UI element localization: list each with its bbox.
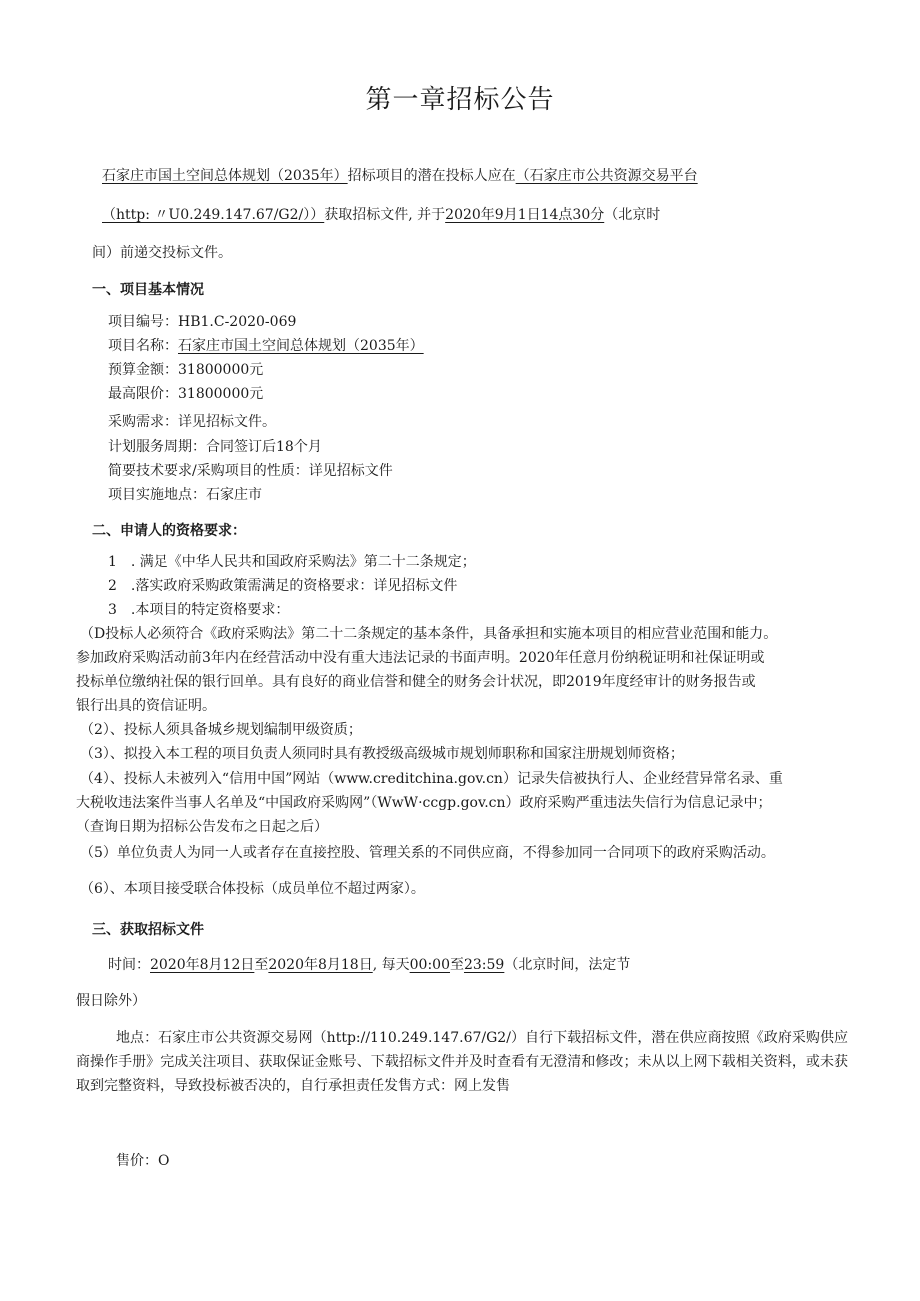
budget-amount: 预算金额：31800000元 <box>108 362 264 378</box>
intro-platform-url: （http: 〃U0.249.147.67/G2/）） <box>102 207 325 223</box>
requirement-3: （3）、拟投入本工程的项目负责人须同时具有教授级高级城市规划师职称和国家注册规划师资格； <box>80 746 684 762</box>
requirement-1-line-1: （D投标人必须符合《政府采购法》第二十二条规定的基本条件，具备承担和实施本项目的相应营业范围和能力。 <box>80 626 778 642</box>
requirement-6: （6）、本项目接受联合体投标（成员单位不超过两家）。 <box>80 881 425 897</box>
service-period: 计划服务周期：合同签订后18个月 <box>108 439 322 455</box>
qualification-item-1: 1 . 满足《中华人民共和国政府采购法》第二十二条规定； <box>108 554 476 570</box>
intro-line-1: 石家庄市国土空间总体规划（2035年）招标项目的潜在投标人应在（石家庄市公共资源交易平台 <box>102 168 698 184</box>
intro-project-name: 石家庄市国土空间总体规划（2035年） <box>102 168 348 184</box>
acquire-location: 地点：石家庄市公共资源交易网（http://110.249.147.67/G2/）自行下载招标文件，潜在供应商按照《政府采购供应商操作手册》完成关注项目、获取保证金账号、下载招标文件并及时查看有无澄清和修改；未从以上网下载相关资料，或未获取到完整资料，导致投标被否决的，自行承担责任发售方式：网上发售 <box>76 1030 848 1094</box>
requirement-5: （5）单位负责人为同一人或者存在直接控股、管理关系的不同供应商，不得参加同一合同项下的政府采购活动。 <box>80 845 775 861</box>
procurement-demand: 采购需求：详见招标文件。 <box>108 414 276 430</box>
requirement-1-line-2: 参加政府采购活动前3年内在经营活动中没有重大违法记录的书面声明。2020年任意月份纳税证明和社保证明或 <box>76 650 765 666</box>
requirement-2: （2）、投标人须具备城乡规划编制甲级资质； <box>80 722 362 738</box>
requirement-4-line-3: （查询日期为招标公告发布之日起之后） <box>76 819 328 835</box>
page-title: 第一章招标公告 <box>365 85 555 115</box>
intro-platform: （石家庄市公共资源交易平台 <box>515 168 698 184</box>
section2-heading: 二、申请人的资格要求： <box>92 523 246 539</box>
project-name: 项目名称：石家庄市国土空间总体规划（2035年） <box>108 338 424 354</box>
requirement-4-line-2: 大税收违法案件当事人名单及“中国政府采购网”（WwW·ccgp.gov.cn）政府采购严重违法失信行为信息记录中； <box>76 795 772 811</box>
project-number: 项目编号：HB1.C-2020-069 <box>108 314 297 330</box>
intro-deadline: 2020年9月1日14点30分 <box>445 207 605 223</box>
section1-heading: 一、项目基本情况 <box>92 282 204 298</box>
acquire-time: 时间：2020年8月12日至2020年8月18日, 每天00:00至23:59（北京时间，法定节 <box>108 957 631 973</box>
intro-line-2: （http: 〃U0.249.147.67/G2/））获取招标文件, 并于2020年9月1日14点30分（北京时 <box>102 207 661 223</box>
tech-requirement: 简要技术要求/采购项目的性质：详见招标文件 <box>108 463 393 479</box>
requirement-1-line-3: 投标单位缴纳社保的银行回单。具有良好的商业信誉和健全的财务会计状况，即2019年度经审计的财务报告或 <box>76 674 756 690</box>
requirement-4-line-1: （4）、投标人未被列入“信用中国”网站（www.creditchina.gov.cn）记录失信被执行人、企业经营异常名录、重 <box>80 771 783 787</box>
intro-line-3: 间）前递交投标文件。 <box>92 245 232 261</box>
max-price: 最高限价：31800000元 <box>108 386 264 402</box>
sale-price: 售价：O <box>116 1153 170 1169</box>
qualification-item-2: 2 .落实政府采购政策需满足的资格要求：详见招标文件 <box>108 578 458 594</box>
acquire-time-line-2: 假日除外） <box>76 993 146 1009</box>
qualification-item-3: 3 .本项目的特定资格要求： <box>108 602 290 618</box>
project-location: 项目实施地点：石家庄市 <box>108 487 262 503</box>
section3-heading: 三、获取招标文件 <box>92 922 204 938</box>
requirement-1-line-4: 银行出具的资信证明。 <box>76 698 216 714</box>
